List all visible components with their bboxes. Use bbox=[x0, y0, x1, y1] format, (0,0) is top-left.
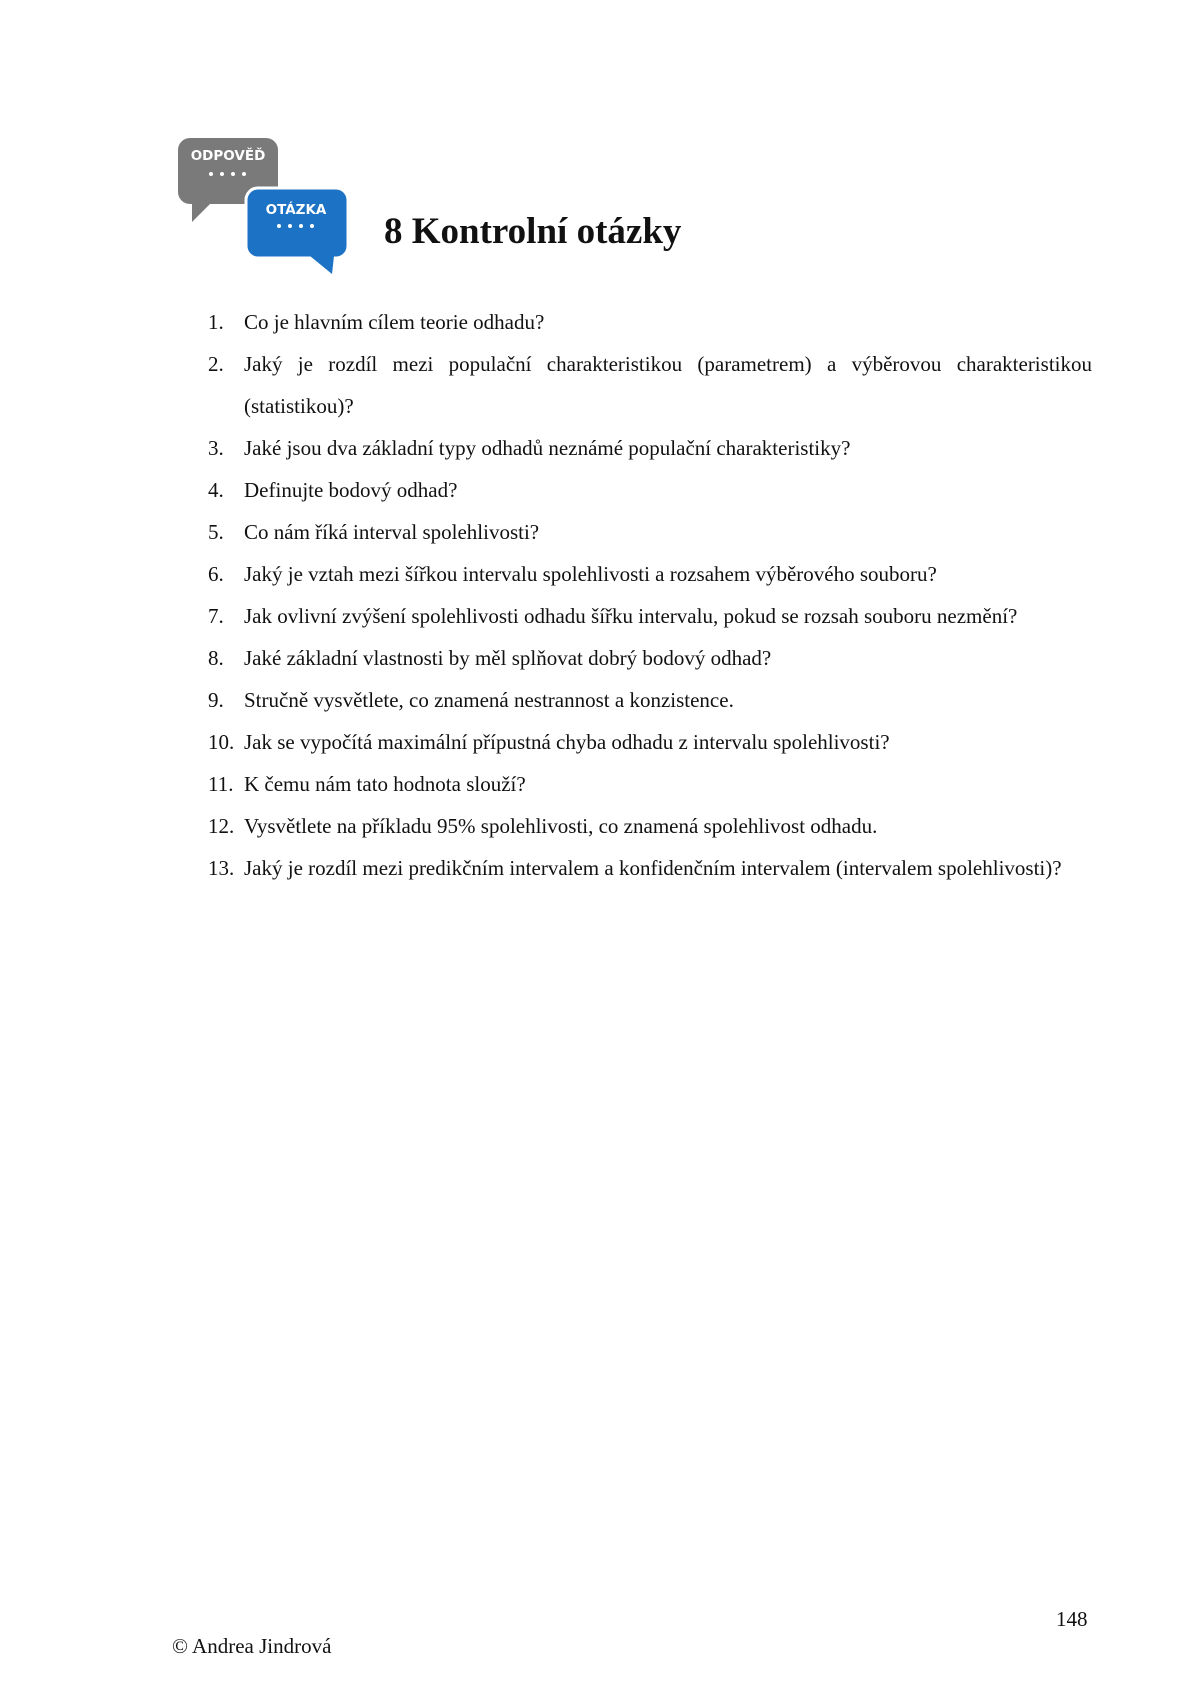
question-number: 6. bbox=[208, 562, 224, 586]
list-item bbox=[208, 763, 1092, 805]
question-number: 4. bbox=[208, 478, 224, 502]
question-number: 2. bbox=[208, 352, 224, 376]
question-text: Jak se vypočítá maximální přípustná chyba odhadu z intervalu spolehlivosti? bbox=[244, 730, 890, 754]
question-number: 13. bbox=[208, 856, 235, 880]
question-text: Jaký je rozdíl mezi predikčním intervalem a konfidenčním intervalem (intervalem spolehlivosti)? bbox=[244, 856, 1062, 880]
list-item bbox=[208, 427, 1092, 469]
page-number: 148 bbox=[1056, 1607, 1088, 1631]
question-text: Jaké jsou dva základní typy odhadů neznámé populační charakteristiky? bbox=[244, 436, 851, 460]
question-text: K čemu nám tato hodnota slouží? bbox=[244, 772, 526, 796]
list-item bbox=[208, 511, 1092, 553]
list-item bbox=[208, 805, 1092, 847]
question-number: 7. bbox=[208, 604, 224, 628]
question-number: 5. bbox=[208, 520, 224, 544]
question-number: 1. bbox=[208, 310, 224, 334]
question-text: Jaké základní vlastnosti by měl splňovat dobrý bodový odhad? bbox=[244, 646, 772, 670]
list-item bbox=[208, 679, 1092, 721]
list-item bbox=[208, 595, 1092, 637]
question-number: 11. bbox=[208, 772, 234, 796]
list-item bbox=[208, 553, 1092, 595]
question-answer-icon bbox=[176, 136, 356, 276]
question-text: Co je hlavním cílem teorie odhadu? bbox=[244, 310, 545, 334]
question-text: Co nám říká interval spolehlivosti? bbox=[244, 520, 540, 544]
list-item bbox=[208, 469, 1092, 511]
question-text: Jaký je vztah mezi šířkou intervalu spolehlivosti a rozsahem výběrového souboru? bbox=[244, 562, 937, 586]
question-number: 8. bbox=[208, 646, 224, 670]
list-item bbox=[208, 721, 1092, 763]
question-text: Stručně vysvětlete, co znamená nestrannost a konzistence. bbox=[244, 688, 734, 712]
copyright-notice: © Andrea Jindrová bbox=[172, 1634, 332, 1658]
question-text: Definujte bodový odhad? bbox=[244, 478, 458, 502]
question-number: 9. bbox=[208, 688, 224, 712]
list-item bbox=[208, 637, 1092, 679]
question-number: 3. bbox=[208, 436, 224, 460]
answer-bubble-label: ODPOVĚĎ bbox=[190, 148, 266, 164]
question-number: 12. bbox=[208, 814, 235, 838]
question-bubble-icon bbox=[246, 188, 348, 274]
question-bubble-label: OTÁZKA bbox=[265, 202, 327, 218]
question-text: Jak ovlivní zvýšení spolehlivosti odhadu šířku intervalu, pokud se rozsah souboru nezmění? bbox=[244, 604, 1018, 628]
question-number: 10. bbox=[208, 730, 235, 754]
speech-bubbles-icon bbox=[176, 136, 356, 276]
list-item bbox=[208, 301, 1092, 343]
list-item bbox=[208, 847, 1092, 889]
chapter-title: 8 Kontrolní otázky bbox=[384, 211, 682, 252]
question-list bbox=[208, 301, 1092, 889]
question-text: Vysvětlete na příkladu 95% spolehlivosti, co znamená spolehlivost odhadu. bbox=[244, 814, 878, 838]
question-text: Jaký je rozdíl mezi populační charakteristikou (parametrem) a výběrovou charakteristikou (statistikou)? bbox=[244, 352, 1092, 418]
list-item bbox=[208, 343, 1092, 427]
